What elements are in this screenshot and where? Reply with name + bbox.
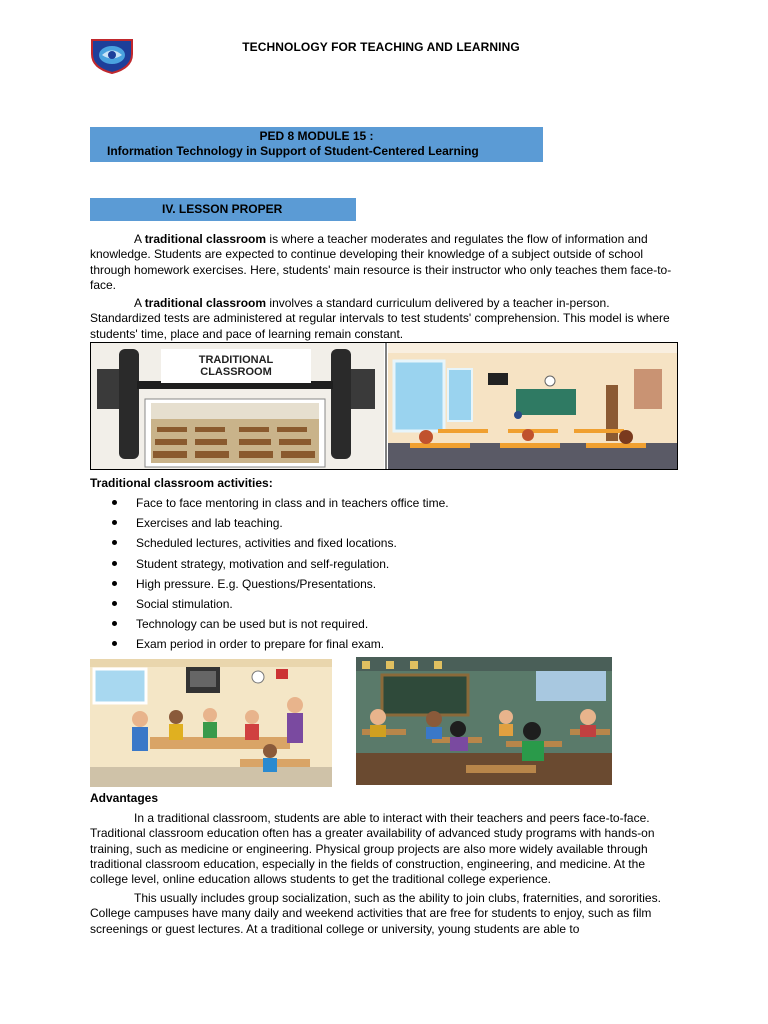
activities-list xyxy=(112,494,449,656)
list-item: Face to face mentoring in class and in teachers office time. xyxy=(112,494,449,514)
bullet-icon xyxy=(112,601,117,606)
banner-text-line1: TRADITIONAL xyxy=(198,354,274,366)
page-header-title: TECHNOLOGY FOR TEACHING AND LEARNING xyxy=(242,40,520,54)
advantages-paragraph-1: In a traditional classroom, students are able to interact with their teachers and peers face-to-face. Traditional classroom education often has a greater availability of advanced study programs with hands-on training, such as medicine or engineering. Physical group projects are also more widely available through traditional classroom education, especially in the fields of construction, engineering, and medicine. At the college level, online education allows students to get the traditional college experience. xyxy=(90,811,655,887)
bullet-icon xyxy=(112,621,117,626)
paragraph-traditional-1 xyxy=(90,232,680,293)
cartoon-classroom-image xyxy=(388,343,678,470)
advantages-paragraph-2: This usually includes group socialization, such as the ability to join clubs, fraternities, and sororities. College campuses have many daily and weekend activities that are free for students to enjoy, such as film screenings or guest lectures. At a traditional college or university, young students are able to xyxy=(90,891,661,936)
p1-body: is where a teacher moderates and regulates the flow of information and knowledge. Students are expected to continue developing their knowledge of a subject outside of school through homework exercises. Here, students' main resource is their instructor who only teaches them face-to-face. xyxy=(90,232,672,292)
p1-lead: A xyxy=(134,232,145,246)
paragraph-traditional-2 xyxy=(90,296,680,342)
lesson-proper-box: IV. LESSON PROPER xyxy=(90,198,356,221)
list-item: Student strategy, motivation and self-regulation. xyxy=(112,555,449,575)
p1-bold-term: traditional classroom xyxy=(144,232,267,246)
list-item: Exercises and lab teaching. xyxy=(112,514,449,534)
cartoon-students-desks-image xyxy=(356,657,612,785)
bullet-icon xyxy=(112,581,117,586)
p2-lead: A xyxy=(134,296,145,310)
school-shield-logo-icon xyxy=(90,38,134,74)
list-item: Scheduled lectures, activities and fixed locations. xyxy=(112,534,449,554)
traditional-classroom-image-row xyxy=(90,342,678,470)
module-title-box xyxy=(90,127,543,162)
bullet-icon xyxy=(112,540,117,545)
banner-text-line2: CLASSROOM xyxy=(200,366,272,378)
module-subtitle: Information Technology in Support of Student-Centered Learning xyxy=(107,144,479,158)
list-item: Exam period in order to prepare for final exam. xyxy=(112,635,449,655)
list-item: High pressure. E.g. Questions/Presentations. xyxy=(112,575,449,595)
list-item: Social stimulation. xyxy=(112,595,449,615)
p2-bold-term: traditional classroom xyxy=(144,296,267,310)
bullet-icon xyxy=(112,561,117,566)
cartoon-kids-classroom-image xyxy=(90,659,332,787)
advantages-heading: Advantages xyxy=(90,791,159,805)
p2-body: involves a standard curriculum delivered by a teacher in-person. Standardized tests are administered at regular intervals to test students' comprehension. This model is where students' time, place and pace of learning remain constant. xyxy=(90,296,670,341)
bullet-icon xyxy=(112,500,117,505)
list-item: Technology can be used but is not required. xyxy=(112,615,449,635)
bullet-icon xyxy=(112,520,117,525)
bullet-icon xyxy=(112,641,117,646)
module-number: PED 8 MODULE 15 : xyxy=(259,129,374,143)
activities-heading: Traditional classroom activities: xyxy=(90,476,273,490)
